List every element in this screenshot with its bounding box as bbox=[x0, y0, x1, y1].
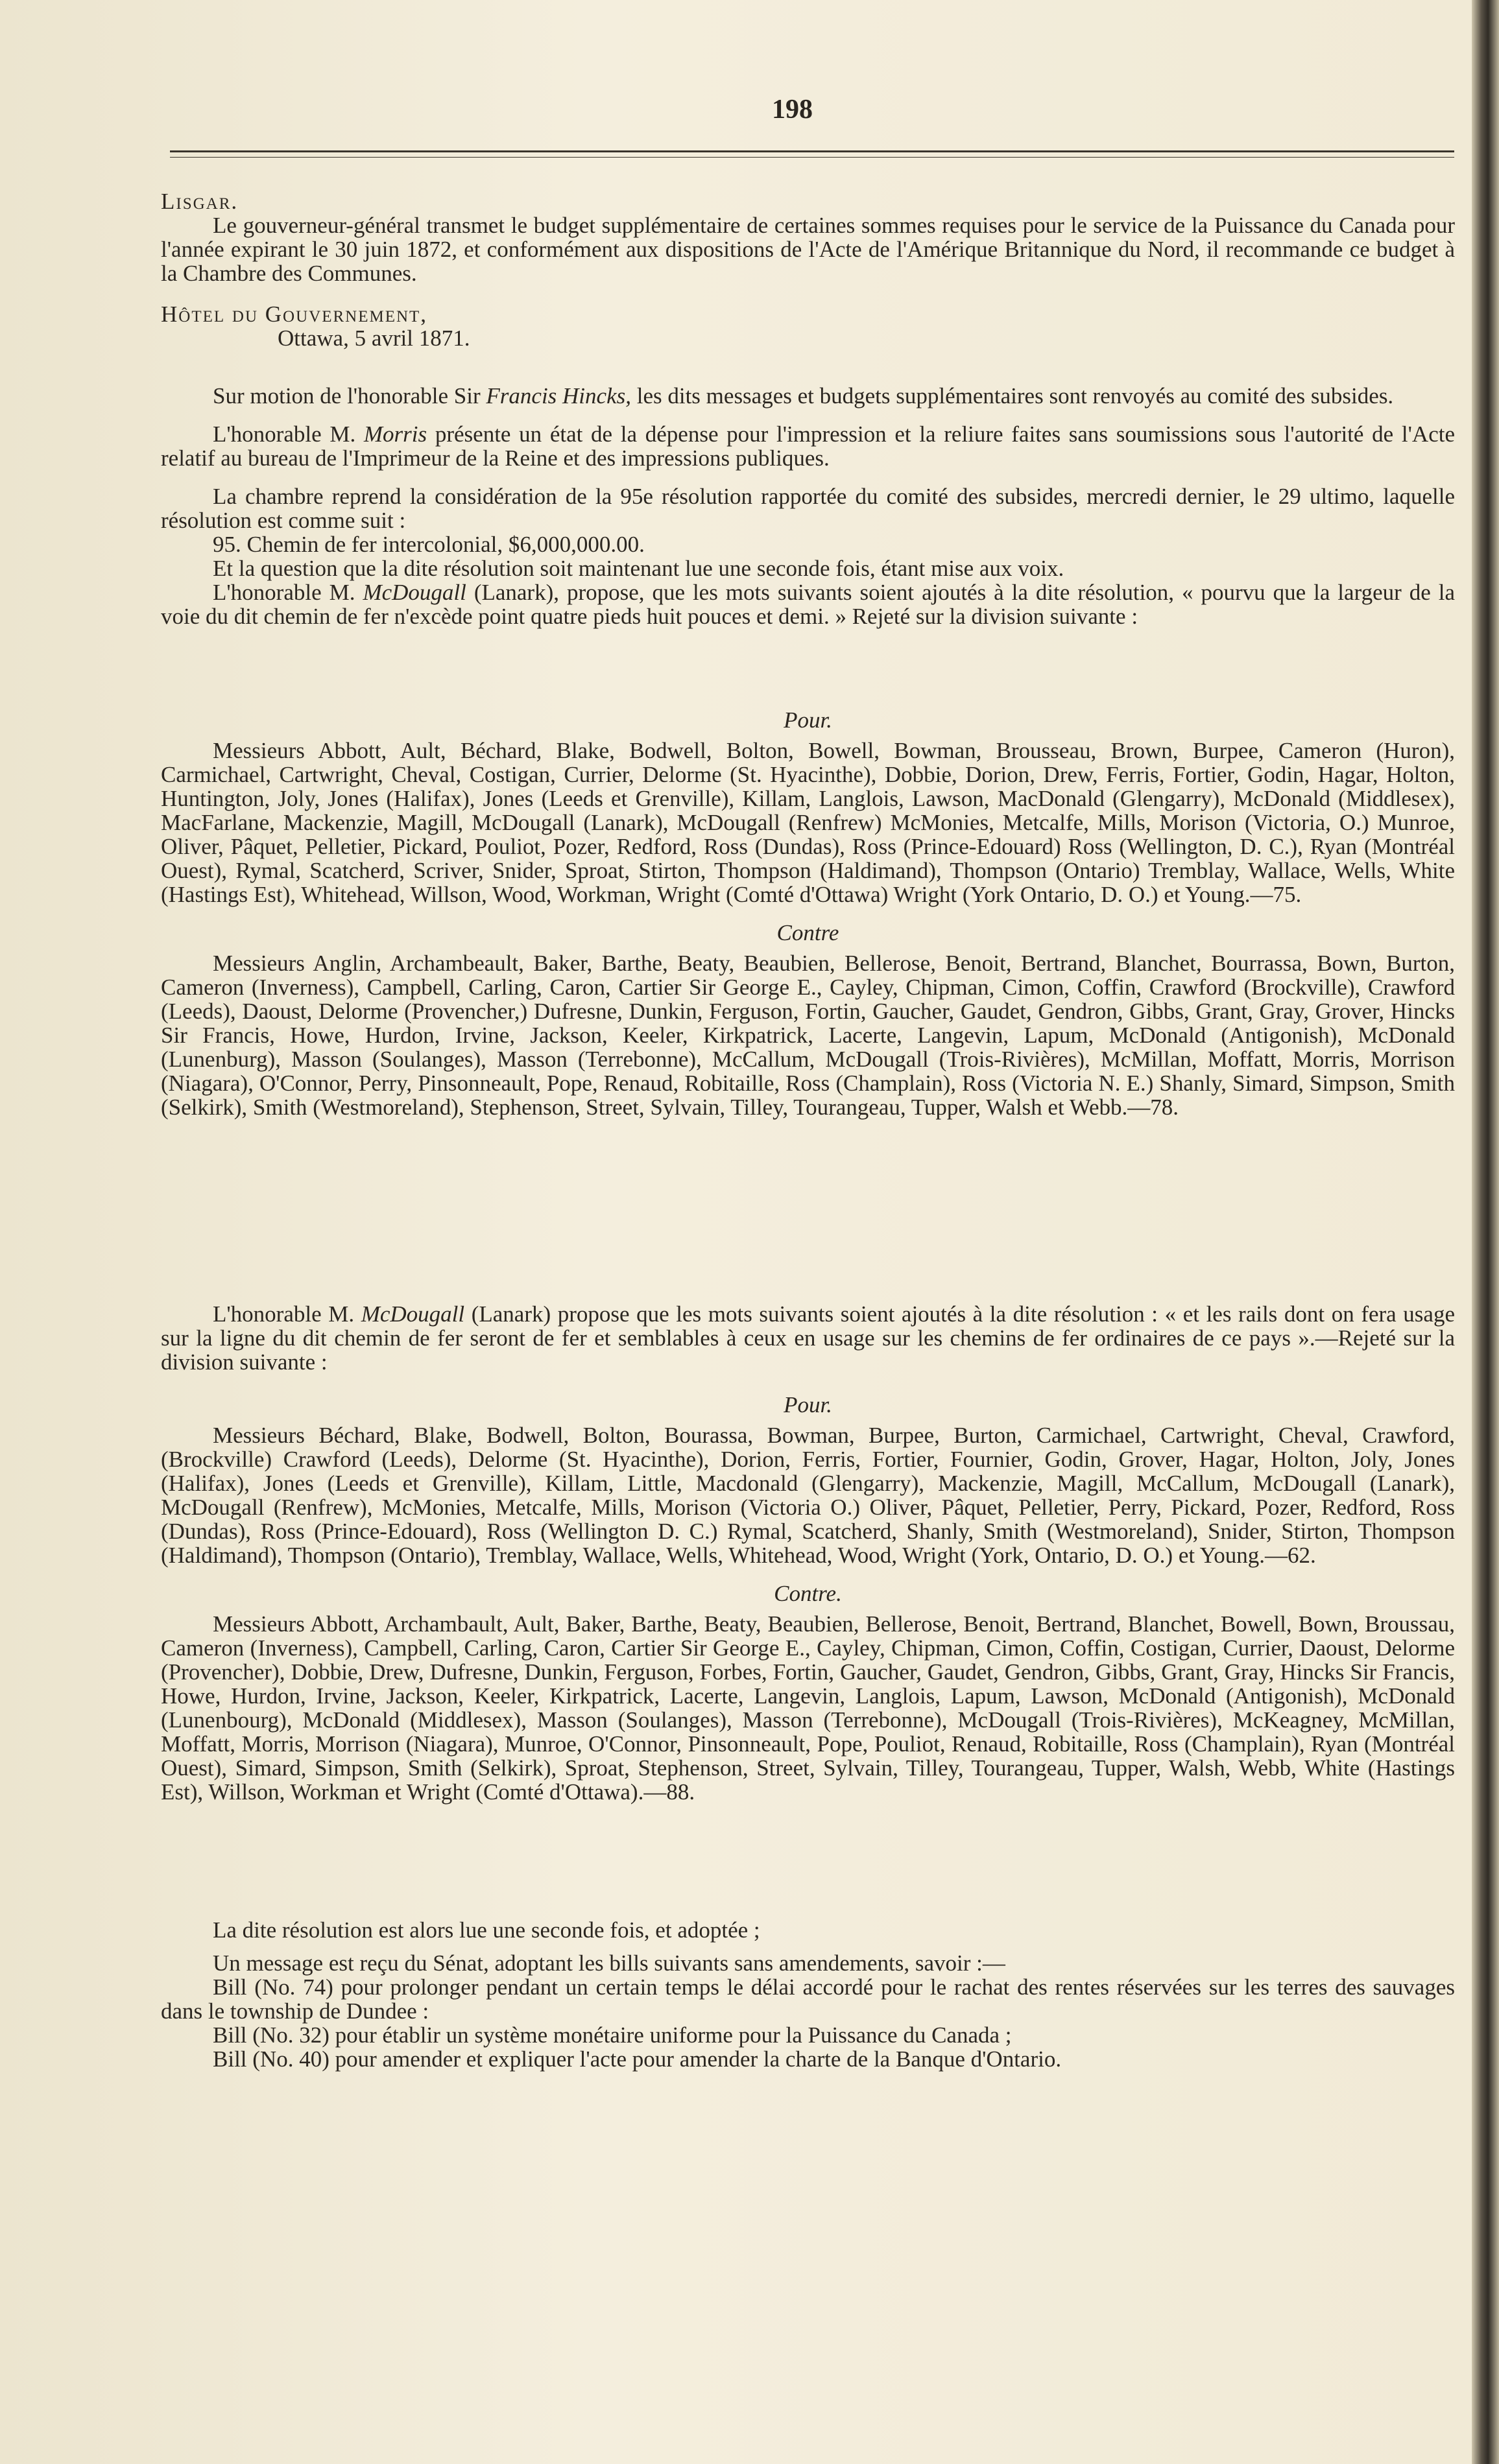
division2-contre-heading: Contre. bbox=[774, 1581, 842, 1606]
m2-post: (Lanark) propose que les mots suivants soient ajoutés à la dite résolution : « et les rails dont on fera usage sur la ligne du dit chemin de fer seront de fer et semblables à ceux en usage sur les chemins de fer ordinaires de ce pays ».—Rejeté sur la division suivante : bbox=[161, 1301, 1455, 1375]
closing-bill-32: Bill (No. 32) pour établir un système monétaire uniforme pour la Puissance du Canada ; bbox=[213, 2022, 1012, 2048]
paragraph-resolution: La chambre reprend la considération de la 95e résolution rapportée du comité des subsides, mercredi dernier, le 29 ultimo, laquelle résolution est comme suit : bbox=[161, 484, 1455, 533]
division2-pour-heading: Pour. bbox=[784, 1392, 832, 1417]
closing-senate: Un message est reçu du Sénat, adoptant les bills suivants sans amendements, savoir :— bbox=[213, 1950, 1005, 1976]
division2-contre-list: Messieurs Abbott, Archambault, Ault, Baker, Barthe, Beaty, Beaubien, Bellerose, Benoit, Bertrand, Blanchet, Bowell, Bown, Broussau, Cameron (Inverness), Campbell, Carling, Caron, Cartier Sir George E., Cayley, Chipman, Cimon, Coffin, Costigan, Currier, Daoust, Delorme (Provencher), Dobbie, Drew, Dufresne, Dunkin, Ferguson, Forbes, Fortin, Gaucher, Gaudet, Gendron, Gibbs, Grant, Gray, Hincks Sir Francis, Howe, Hurdon, Irvine, Jackson, Keeler, Kirkpatrick, Lacerte, Langevin, Langlois, Lapum, Lawson, McDonald (Antigonish), McDonald (Lunenbourg), McDonald (Middlesex), Masson (Soulanges), Masson (Terrebonne), McDougall (Trois-Rivières), McKeagney, McMillan, Moffatt, Morris, Morrison (Niagara), Munroe, O'Connor, Pinsonneault, Pope, Pouliot, Renaud, Robitaille, Ross (Champlain), Ryan (Montréal Ouest), Simard, Simpson, Smith (Selkirk), Sproat, Stephenson, Street, Sylvain, Tilley, Tourangeau, Tupper, Walsh, Webb, White (Hastings Est), Willson, Workman et Wright (Comté d'Ottawa).—88. bbox=[161, 1611, 1455, 1805]
paragraph-hincks bbox=[161, 384, 1455, 408]
division1-contre-heading: Contre bbox=[776, 920, 839, 945]
message-date: Ottawa, 5 avril 1871. bbox=[278, 326, 470, 351]
paragraph-mcdougall bbox=[161, 580, 1455, 628]
sender-name: Lisgar. bbox=[161, 189, 239, 214]
closing-resolution: La dite résolution est alors lue une seconde fois, et adoptée ; bbox=[213, 1917, 760, 1943]
m2-name: McDougall bbox=[361, 1301, 465, 1327]
paragraph-morris bbox=[161, 422, 1455, 470]
p2-post: présente un état de la dépense pour l'impression et la reliure faites sans soumissions sous l'autorité de l'Acte relatif au bureau de l'Imprimeur de la Reine et des impressions publiques. bbox=[161, 421, 1455, 471]
closing-bill-40: Bill (No. 40) pour amender et expliquer l'acte pour amender la charte de la Banque d'Ontario. bbox=[213, 2046, 1062, 2072]
p6-post: (Lanark), propose, que les mots suivants soient ajoutés à la dite résolution, « pourvu que la largeur de la voie du dit chemin de fer n'excède point quatre pieds huit pouces et demi. » Rejeté sur la division suivante : bbox=[161, 580, 1455, 629]
p6-name: McDougall bbox=[363, 580, 466, 605]
p1-name: Francis Hincks, bbox=[486, 383, 631, 409]
message-place: Hôtel du Gouvernement, bbox=[161, 302, 428, 327]
p6-pre: L'honorable M. bbox=[213, 580, 363, 605]
closing-bill-74: Bill (No. 74) pour prolonger pendant un certain temps le délai accordé pour le rachat des rentes réservées sur les terres des sauvages dans le township de Dundee : bbox=[161, 1974, 1455, 2024]
m2-pre: L'honorable M. bbox=[213, 1301, 361, 1327]
page-number: 198 bbox=[772, 95, 813, 124]
paragraph-item-95: 95. Chemin de fer intercolonial, $6,000,000.00. bbox=[213, 532, 645, 557]
division2-pour-list: Messieurs Béchard, Blake, Bodwell, Bolton, Bourassa, Bowman, Burpee, Burton, Carmichael, Cartwright, Cheval, Crawford, (Brockville) Crawford (Leeds), Delorme (St. Hyacinthe), Dorion, Ferris, Fortier, Fournier, Godin, Grover, Hagar, Holton, Joly, Jones (Halifax), Jones (Leeds et Grenville), Killam, Little, Macdonald (Glengarry), Mackenzie, Magill, McCallum, McDougall (Lanark), McDougall (Renfrew), McMonies, Metcalfe, Mills, Morison (Victoria O.) Oliver, Pâquet, Pelletier, Perry, Pickard, Pozer, Redford, Ross (Dundas), Ross (Prince-Edouard), Ross (Wellington D. C.) Rymal, Scatcherd, Shanly, Smith (Westmoreland), Snider, Stirton, Thompson (Haldimand), Thompson (Ontario), Tremblay, Wallace, Wells, Whitehead, Wood, Wright (York, Ontario, D. O.) et Young.—62. bbox=[161, 1423, 1455, 1568]
division1-contre-list: Messieurs Anglin, Archambeault, Baker, Barthe, Beaty, Beaubien, Bellerose, Benoit, Bertrand, Blanchet, Bourrassa, Bown, Burton, Cameron (Inverness), Campbell, Carling, Caron, Cartier Sir George E., Cayley, Chipman, Cimon, Coffin, Crawford (Brockville), Crawford (Leeds), Daoust, Delorme (Provencher,) Dufresne, Dunkin, Ferguson, Fortin, Gaucher, Gaudet, Gendron, Gibbs, Grant, Gray, Grover, Hincks Sir Francis, Howe, Hurdon, Irvine, Jackson, Keeler, Kirkpatrick, Lacerte, Langevin, Lapum, McDonald (Antigonish), McDonald (Lunenburg), Masson (Soulanges), Masson (Terrebonne), McCallum, McDougall (Trois-Rivières), McMillan, Moffatt, Morris, Morrison (Niagara), O'Connor, Perry, Pinsonneault, Pope, Renaud, Robitaille, Ross (Champlain), Ross (Victoria N. E.) Shanly, Simard, Simpson, Smith (Selkirk), Smith (Westmoreland), Stephenson, Street, Sylvain, Tilley, Tourangeau, Tupper, Walsh et Webb.—78. bbox=[161, 951, 1455, 1120]
paragraph-rails bbox=[161, 1302, 1455, 1374]
division1-pour-heading: Pour. bbox=[784, 707, 832, 733]
paragraph-question: Et la question que la dite résolution soit maintenant lue une seconde fois, étant mise aux voix. bbox=[213, 556, 1064, 581]
book-spine bbox=[1472, 0, 1499, 2464]
motions bbox=[161, 384, 1455, 628]
division-one bbox=[161, 708, 1455, 1119]
closing-section bbox=[161, 1918, 1455, 2071]
header-rule-thin bbox=[170, 157, 1454, 158]
message-text: Le gouverneur-général transmet le budget supplémentaire de certaines sommes requises pour le service de la Puissance du Canada pour l'année expirant le 30 juin 1872, et conformément aux dispositions de l'Acte de l'Amérique Britannique du Nord, il recommande ce budget à la Chambre des Communes. bbox=[161, 213, 1455, 286]
p2-pre: L'honorable M. bbox=[213, 421, 364, 447]
p1-pre: Sur motion de l'honorable Sir bbox=[213, 383, 486, 409]
governor-message bbox=[161, 189, 1455, 350]
p1-post: les dits messages et budgets supplémentaires sont renvoyés au comité des subsides. bbox=[630, 383, 1394, 409]
division1-pour-list: Messieurs Abbott, Ault, Béchard, Blake, Bodwell, Bolton, Bowell, Bowman, Brousseau, Brown, Burpee, Cameron (Huron), Carmichael, Cartwright, Cheval, Costigan, Currier, Delorme (St. Hyacinthe), Dobbie, Dorion, Drew, Ferris, Fortier, Godin, Hagar, Holton, Huntington, Joly, Jones (Halifax), Jones (Leeds et Grenville), Killam, Langlois, Lawson, MacDonald (Glengarry), McDonald (Middlesex), MacFarlane, Mackenzie, Magill, McDougall (Lanark), McDougall (Renfrew) McMonies, Metcalfe, Mills, Morison (Victoria, O.) Munroe, Oliver, Pâquet, Pelletier, Pickard, Pouliot, Pozer, Redford, Ross (Dundas), Ross (Prince-Edouard) Ross (Wellington, D. C.), Ryan (Montréal Ouest), Rymal, Scatcherd, Scriver, Snider, Sproat, Stirton, Thompson (Haldimand), Thompson (Ontario) Tremblay, Wallace, Wells, White (Hastings Est), Whitehead, Willson, Wood, Workman, Wright (Comté d'Ottawa) Wright (York Ontario, D. O.) et Young.—75. bbox=[161, 738, 1455, 907]
p2-name: Morris bbox=[363, 421, 427, 447]
division-two bbox=[161, 1393, 1455, 1804]
header-rule bbox=[170, 150, 1454, 152]
motion-rails bbox=[161, 1302, 1455, 1374]
